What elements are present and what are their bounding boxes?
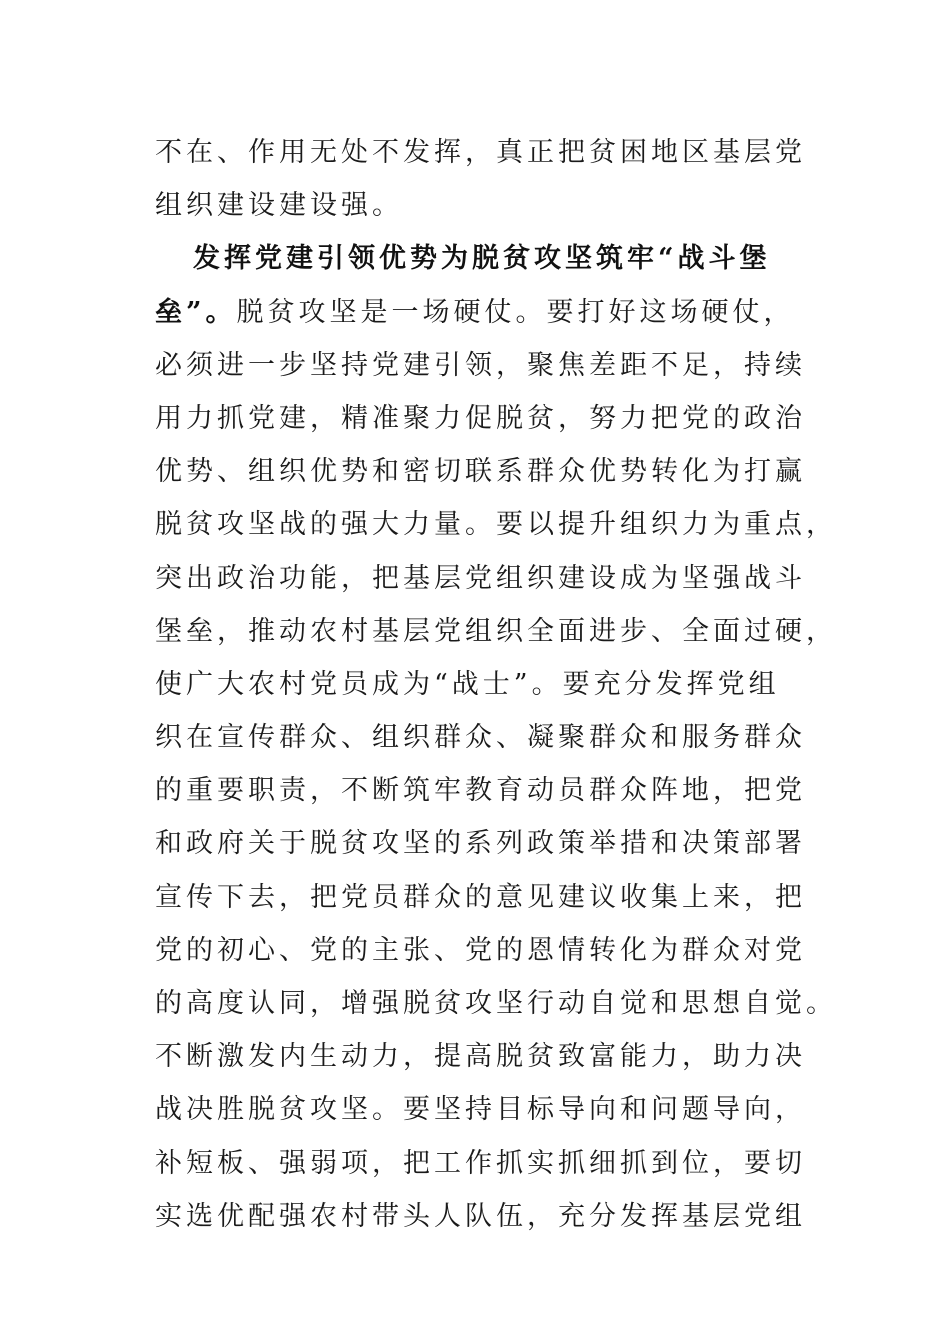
text-line [155,445,815,498]
text-line [155,126,815,179]
text-line [155,339,815,392]
section-heading: 发挥党建引领优势为脱贫攻坚筑牢“战斗堡 [193,243,771,275]
text-line [155,924,815,977]
text-line [155,1190,815,1243]
text-line [155,1137,815,1190]
text-line [155,711,815,764]
line-text: 使广大农村党员成为“战士”。要充分发挥党组 [155,668,780,700]
line-text: 的重要职责，不断筑牢教育动员群众阵地，把党 [155,775,806,807]
line-text: 优势、组织优势和密切联系群众优势转化为打赢 [155,456,806,488]
text-line [155,977,837,1030]
section-heading-end: 垒”。 [155,296,237,328]
text-line [155,605,837,658]
text-line [155,871,815,924]
line-text: 的高度认同，增强脱贫攻坚行动自觉和思想自觉。 [155,988,837,1019]
line-text: 组织建设建设强。 [155,190,403,222]
line-text: 实选优配强农村带头人队伍，充分发挥基层党组 [155,1200,806,1232]
text-line [155,286,815,339]
text-line [155,179,815,232]
line-text: 不在、作用无处不发挥，真正把贫困地区基层党 [155,137,806,168]
text-line [155,1083,815,1136]
line-text: 堡垒，推动农村基层党组织全面进步、全面过硬， [155,615,837,647]
text-line [155,1030,815,1083]
line-text: 织在宣传群众、组织群众、凝聚群众和服务群众 [155,722,806,754]
line-text: 和政府关于脱贫攻坚的系列政策举措和决策部署 [155,828,806,860]
line-text: 脱贫攻坚战的强大力量。要以提升组织力为重点， [155,509,837,541]
line-text: 用力抓党建，精准聚力促脱贫，努力把党的政治 [155,402,806,434]
line-text: 党的初心、党的主张、党的恩情转化为群众对党 [155,934,806,966]
text-line [155,552,815,605]
line-text: 补短板、强弱项，把工作抓实抓细抓到位，要切 [155,1147,806,1179]
text-line [155,817,815,870]
line-text: 突出政治功能，把基层党组织建设成为坚强战斗 [155,562,806,594]
text-line [155,764,815,817]
line-text: 必须进一步坚持党建引领，聚焦差距不足，持续 [155,349,806,381]
text-line [155,392,815,445]
line-text: 战决胜脱贫攻坚。要坚持目标导向和问题导向， [155,1094,806,1126]
document-body [155,126,837,1243]
line-text: 宣传下去，把党员群众的意见建议收集上来，把 [155,881,806,913]
text-line [155,498,837,551]
line-text: 脱贫攻坚是一场硬仗。要打好这场硬仗， [236,296,795,328]
line-text: 不断激发内生动力，提高脱贫致富能力，助力决 [155,1041,806,1073]
text-line [155,658,815,711]
section-heading-line [155,232,815,285]
